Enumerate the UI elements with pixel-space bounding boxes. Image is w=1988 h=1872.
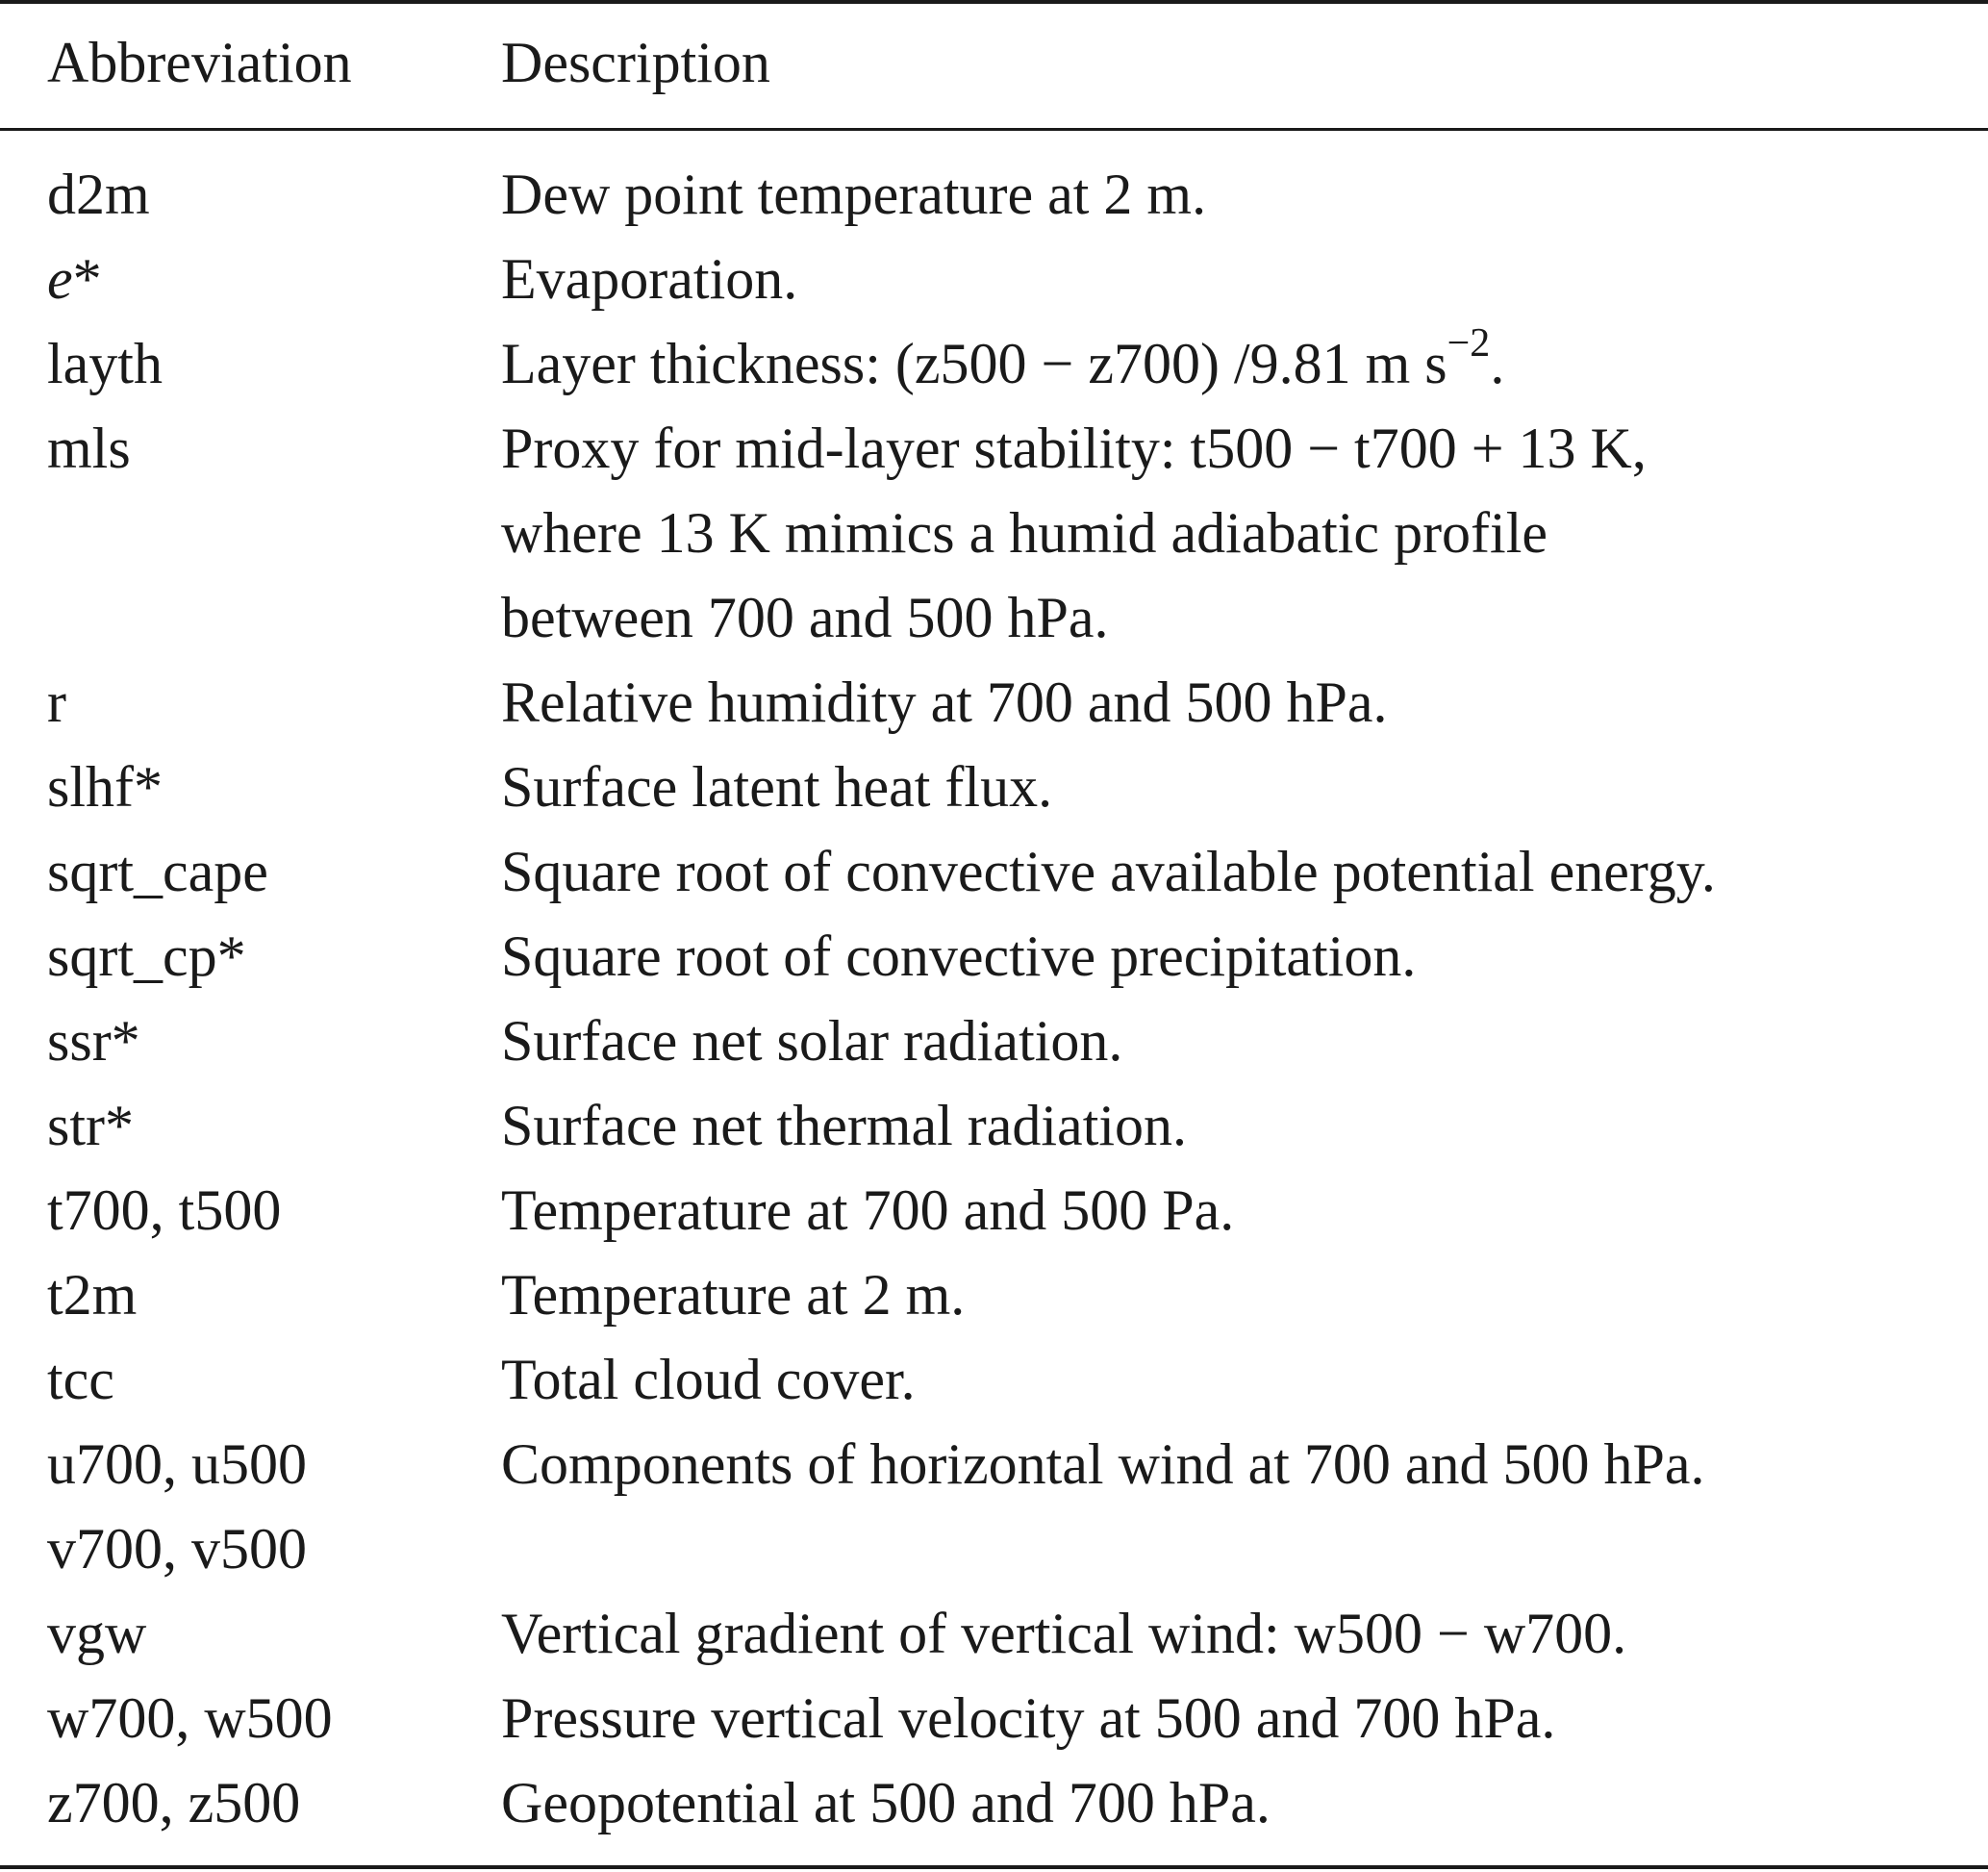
table-row [0, 1252, 1988, 1337]
table-row-continuation [0, 1506, 1988, 1591]
table-row-continuation [0, 575, 1988, 660]
header-description: Description [501, 31, 770, 94]
header-abbreviation: Abbreviation [47, 31, 352, 94]
table-row [0, 1676, 1988, 1760]
abbreviation-cell: tcc [47, 1348, 114, 1411]
description-cell: Surface latent heat flux. [501, 755, 1053, 819]
table-row [0, 999, 1988, 1083]
table-row [0, 1168, 1988, 1252]
description-cell: Components of horizontal wind at 700 and 500 hPa. [501, 1432, 1705, 1496]
abbreviation-italic: e [47, 247, 73, 311]
table-row [0, 829, 1988, 914]
abbreviation-cell: slhf* [47, 755, 163, 819]
abbreviation-line: u700, u500 [47, 1432, 307, 1496]
abbreviation-cell: str* [47, 1094, 134, 1157]
table-bottom-rule [0, 1865, 1988, 1869]
abbreviation-cell: sqrt_cape [47, 840, 268, 903]
table-row [0, 406, 1988, 491]
abbreviation-line: v700, v500 [47, 1517, 307, 1581]
description-cell: Square root of convective precipitation. [501, 924, 1417, 988]
table-row [0, 745, 1988, 829]
abbreviation-cell: sqrt_cp* [47, 924, 246, 988]
table-row [0, 1083, 1988, 1168]
description-cell: Pressure vertical velocity at 500 and 700 hPa. [501, 1686, 1556, 1750]
abbreviation-cell: r [47, 670, 66, 734]
description-tail: . [1490, 332, 1505, 395]
abbreviation-cell: ssr* [47, 1009, 140, 1073]
description-cell: Evaporation. [501, 247, 798, 311]
abbreviation-cell: t700, t500 [47, 1178, 282, 1242]
description-line: where 13 K mimics a humid adiabatic profile [501, 501, 1548, 565]
description-cell: Geopotential at 500 and 700 hPa. [501, 1771, 1271, 1834]
table-row [0, 914, 1988, 999]
description-cell: Surface net solar radiation. [501, 1009, 1123, 1073]
table-header-rule [0, 128, 1988, 131]
abbreviation-suffix: * [72, 247, 102, 311]
description-cell: Vertical gradient of vertical wind: w500 − w700. [501, 1602, 1627, 1665]
abbreviation-cell: layth [47, 332, 163, 395]
table-row [0, 1760, 1988, 1845]
description-line: between 700 and 500 hPa. [501, 586, 1109, 649]
description-cell: Total cloud cover. [501, 1348, 916, 1411]
description-cell: Dew point temperature at 2 m. [501, 163, 1207, 226]
table-row-continuation [0, 491, 1988, 575]
abbreviation-cell: mls [47, 417, 131, 480]
abbreviation-cell: z700, z500 [47, 1771, 301, 1834]
abbreviation-cell: t2m [47, 1263, 138, 1327]
table-row [0, 1422, 1988, 1506]
abbreviation-cell: w700, w500 [47, 1686, 333, 1750]
abbreviation-cell [47, 237, 102, 321]
abbreviation-cell: d2m [47, 163, 150, 226]
description-superscript: −2 [1447, 321, 1491, 366]
description-cell [501, 321, 1504, 406]
table-row [0, 1337, 1988, 1422]
table-row [0, 321, 1988, 406]
description-cell: Temperature at 2 m. [501, 1263, 966, 1327]
table-header-row [0, 20, 1988, 105]
description-cell: Temperature at 700 and 500 Pa. [501, 1178, 1235, 1242]
table-row [0, 152, 1988, 237]
description-cell: Relative humidity at 700 and 500 hPa. [501, 670, 1388, 734]
abbreviation-cell: vgw [47, 1602, 147, 1665]
description-line: Proxy for mid-layer stability: t500 − t700 + 13 K, [501, 417, 1647, 480]
description-cell: Square root of convective available potential energy. [501, 840, 1716, 903]
table-top-rule [0, 0, 1988, 4]
table-row [0, 660, 1988, 745]
table-row [0, 237, 1988, 321]
description-cell: Surface net thermal radiation. [501, 1094, 1188, 1157]
description-text: Layer thickness: (z500 − z700) /9.81 m s [501, 332, 1447, 395]
table-row [0, 1591, 1988, 1676]
